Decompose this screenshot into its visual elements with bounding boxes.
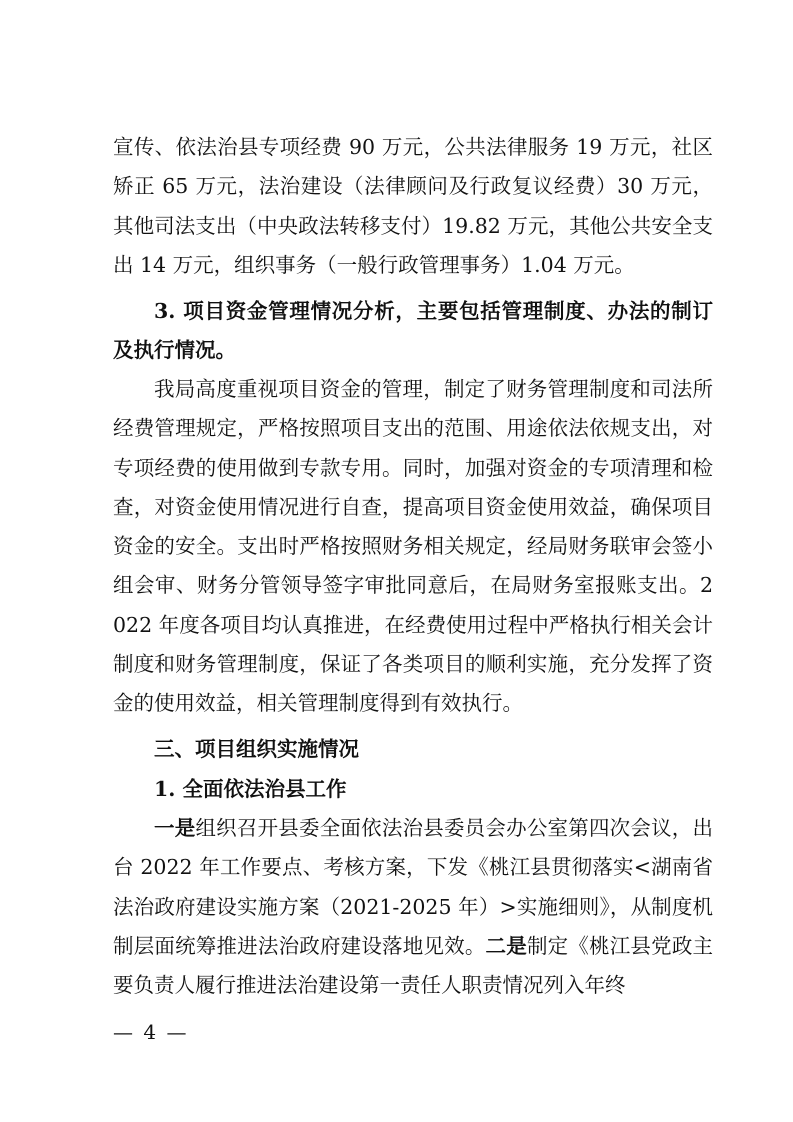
subsection-heading-rule-of-law: 1. 全面依法治县工作 xyxy=(154,777,347,801)
section-heading-implementation: 三、项目组织实施情况 xyxy=(154,737,359,761)
paragraph-fund-management: 我局高度重视项目资金的管理，制定了财务管理制度和司法所经费管理规定，严格按照项目支出的范围、用途依法依规支出，对专项经费的使用做到专款专用。同时，加强对资金的专项清理和检查，对资金使用情况进行自查，提高项目资金使用效益，确保项目资金的安全。支出时严格按照财务相关规定，经局财务联审会签小组会审、财务分管领导签字审批同意后，在局财务室报账支出。2022 年度各项目均认真推进，在经费使用过程中严格执行相关会计制度和财务管理制度，保证了各类项目的顺利实施，充分发挥了资金的使用效益，相关管理制度得到有效执行。 xyxy=(113,377,713,716)
section-heading-fund-management: 3. 项目资金管理情况分析，主要包括管理制度、办法的制订及执行情况。 xyxy=(113,299,713,363)
paragraph-rule-of-law xyxy=(113,809,713,1005)
lead-second: 二是 xyxy=(485,933,527,958)
text-second: 制定《桃江县党政主要负责人履行推进法治建设第一责任人职责情况列入年终 xyxy=(113,933,714,998)
paragraph-budget-items: 宣传、依法治县专项经费 90 万元，公共法律服务 19 万元，社区矫正 65 万元，法治建设（法律顾问及行政复议经费）30 万元，其他司法支出（中央政法转移支付）19.82 万元，其他公共安全支出 14 万元，组织事务（一般行政管理事务）1.04 万元。 xyxy=(113,135,713,277)
lead-first: 一是 xyxy=(154,816,196,840)
text-first: 组织召开县委全面依法治县委员会办公室第四次会议，出台 2022 年工作要点、考核方案，下发《桃江县贯彻落实<湖南省法治政府建设实施方案（2021-2025 年）>实施细则》，从制度机制层面统筹推进法治政府建设落地见效。 xyxy=(113,816,714,958)
page-number: — 4 — xyxy=(113,1020,189,1044)
